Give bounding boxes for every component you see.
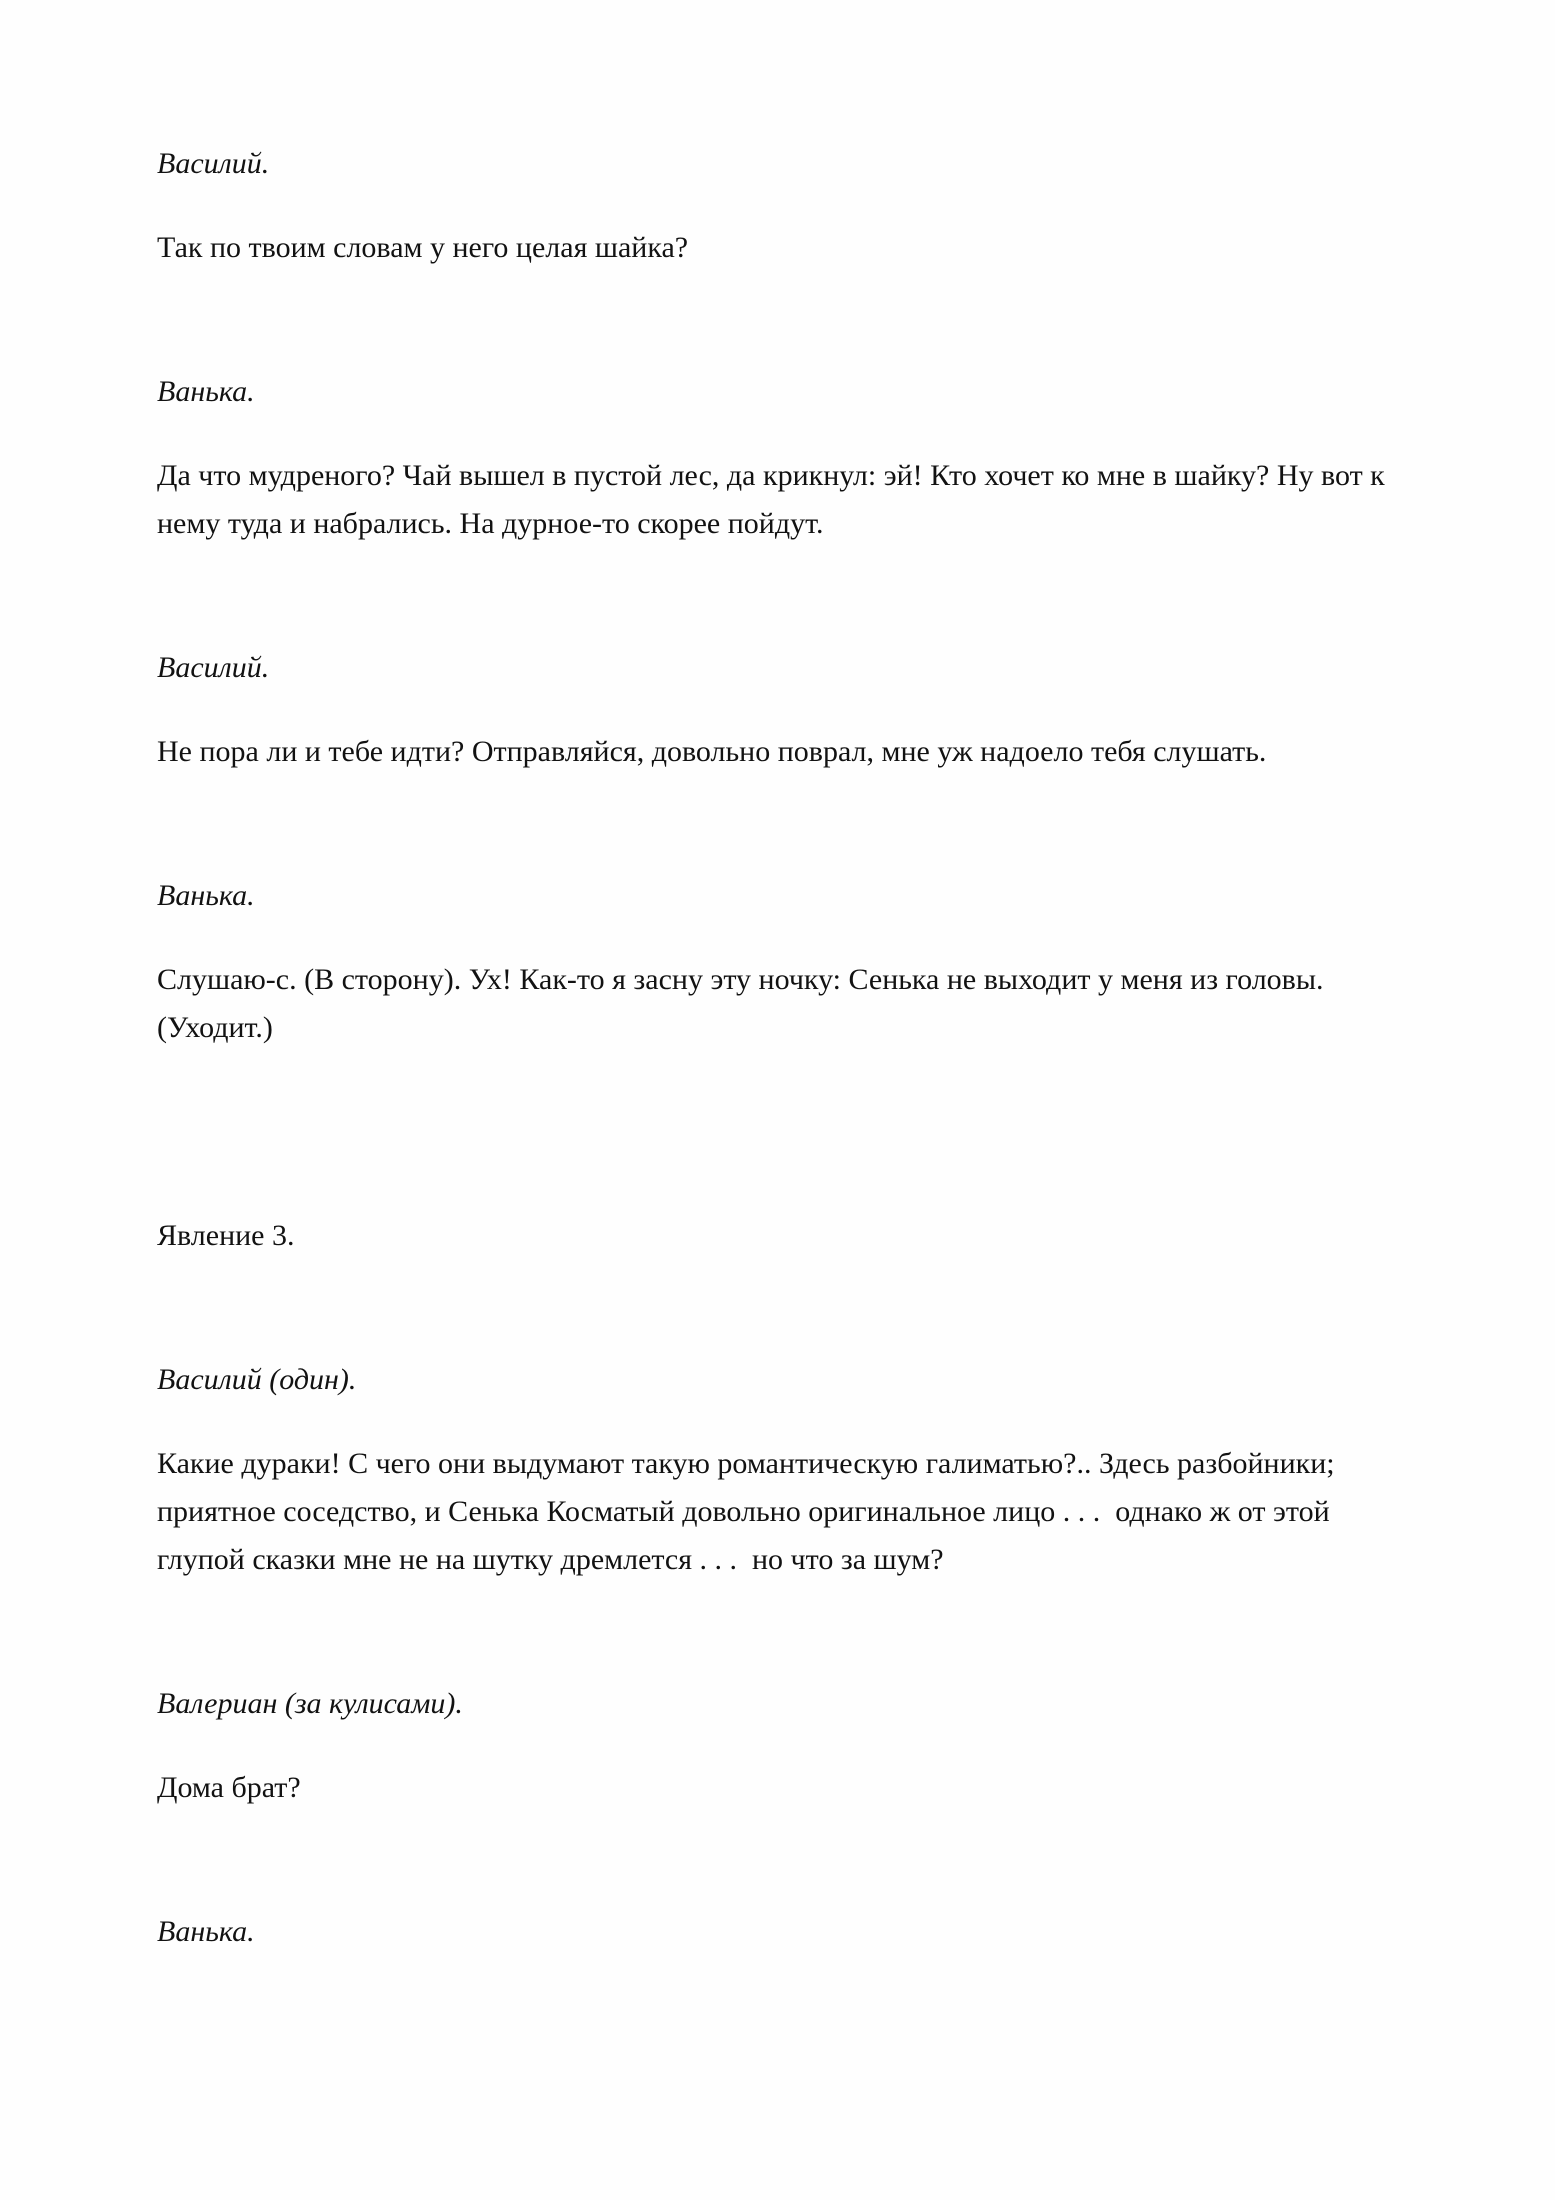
dialogue-text: Не пора ли и тебе идти? Отправляйся, довольно поврал, мне уж надоело тебя слушать. [157,735,1267,768]
speaker-name: Ванька. [157,879,255,912]
speaker-name: Василий. [157,651,270,684]
dialogue-text: Какие дураки! С чего они выдумают такую романтическую галиматью?.. Здесь разбойники; приятное соседство, и Сенька Косматый довольно оригинальное лицо . . . однако ж от этой глупой сказки мне не на шутку дремлется . . . но что за шум? [157,1447,1343,1576]
speaker-name: Валериан (за кулисами). [157,1687,463,1720]
scene-heading: Явление 3. [157,1219,295,1252]
dialogue-text: Слушаю-с. (В сторону). Ух! Как-то я засну эту ночку: Сенька не выходит у меня из головы. (Уходит.) [157,963,1331,1044]
speaker-name: Василий. [157,147,270,180]
speaker-name: Василий (один). [157,1363,357,1396]
speaker-name: Ванька. [157,375,255,408]
speaker-name: Ванька. [157,1915,255,1948]
dialogue-text: Да что мудреного? Чай вышел в пустой лес, да крикнул: эй! Кто хочет ко мне в шайку? Ну вот к нему туда и набрались. На дурное-то скорее пойдут. [157,459,1393,540]
dialogue-text: Дома брат? [157,1771,301,1804]
dialogue-text: Так по твоим словам у него целая шайка? [157,231,689,264]
